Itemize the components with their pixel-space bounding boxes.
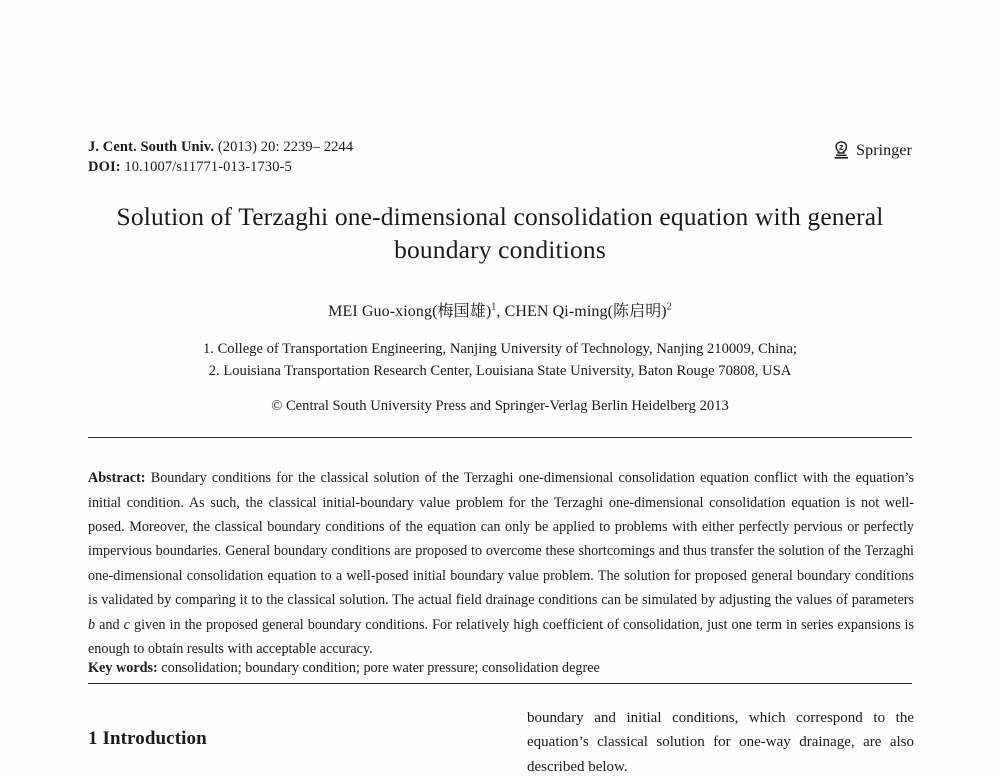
- springer-knight-icon: [832, 140, 851, 161]
- divider-above-abstract: [88, 437, 912, 438]
- copyright-line: © Central South University Press and Springer-Verlag Berlin Heidelberg 2013: [271, 398, 729, 414]
- doi-line: [88, 158, 353, 178]
- title-block: [110, 200, 890, 266]
- keywords-text: consolidation; boundary condition; pore water pressure; consolidation degree: [157, 660, 600, 677]
- journal-citation-line: [88, 138, 353, 158]
- abstract-text-part-2: and: [95, 616, 124, 633]
- affiliation-item: 2. Louisiana Transportation Research Center, Louisiana State University, Baton Rouge 70808, USA: [208, 363, 792, 380]
- author-affiliation-marker-1: 1: [491, 301, 497, 313]
- springer-logo: [832, 140, 912, 161]
- author-name-2: CHEN Qi-ming(陈启明): [504, 303, 667, 320]
- body-column-right: [527, 706, 914, 779]
- affiliation-item: 1. College of Transportation Engineering, Nanjing University of Technology, Nanjing 210009, China;: [202, 341, 797, 357]
- divider-below-keywords: [88, 683, 912, 684]
- abstract-variable-b: b: [88, 616, 96, 633]
- journal-name: J. Cent. South Univ.: [88, 139, 215, 155]
- journal-header: [88, 138, 353, 177]
- abstract-block: [88, 466, 914, 661]
- author-affiliation-marker-2: 2: [666, 301, 672, 313]
- section-heading-introduction: 1 Introduction: [88, 728, 207, 749]
- abstract-variable-c: c: [123, 616, 130, 633]
- springer-wordmark: Springer: [856, 141, 912, 159]
- journal-citation: (2013) 20: 2239– 2244: [214, 139, 354, 155]
- author-list: [0, 298, 1000, 321]
- abstract-text-part-1: Boundary conditions for the classical solution of the Terzaghi one-dimensional consolidation equation conflict with the equation’s initial condition. As such, the classical initial-boundary value problem for the Terzaghi one-dimensional consolidation equation is not well-posed. Moreover, the classical boundary conditions of the equation can only be applied to problems with either perfectly pervious or perfectly impervious boundaries. General boundary conditions are proposed to overcome these shortcomings and thus transfer the solution of the Terzaghi one-dimensional consolidation equation to a well-posed initial boundary value problem. The solution for proposed general boundary conditions is validated by comparing it to the classical solution. The actual field drainage conditions can be simulated by adjusting the values of parameters: [88, 470, 914, 609]
- author-separator: ,: [496, 303, 505, 320]
- doi-value: 10.1007/s11771-013-1730-5: [120, 158, 292, 175]
- body-columns: [88, 706, 914, 779]
- body-paragraph: boundary and initial conditions, which correspond to the equation’s classical solution for one-way drainage, are also described below.: [527, 710, 914, 775]
- keywords-block: [88, 657, 914, 680]
- doi-label: DOI:: [88, 158, 121, 175]
- abstract-label: Abstract:: [88, 470, 146, 487]
- author-name-1: MEI Guo-xiong(梅国雄): [328, 303, 492, 320]
- body-column-left: [88, 706, 475, 779]
- page-title: Solution of Terzaghi one-dimensional consolidation equation with general boundary conditions: [116, 202, 884, 265]
- affiliation-list: [0, 338, 1000, 382]
- abstract-text-part-3: given in the proposed general boundary conditions. For relatively high coefficient of consolidation, just one term in series expansions is enough to obtain results with acceptable accuracy.: [88, 616, 914, 658]
- keywords-label: Key words:: [88, 660, 158, 677]
